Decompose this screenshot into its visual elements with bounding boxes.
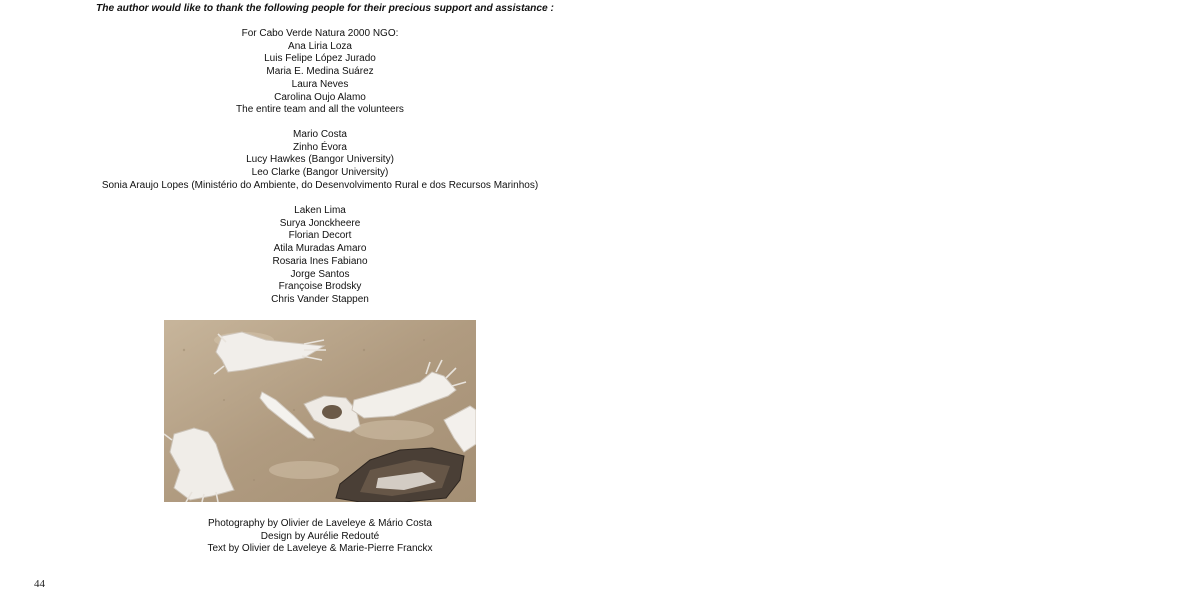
photo-illustration (164, 320, 476, 502)
name-line: Mario Costa (293, 129, 347, 140)
name-line: Ana Liria Loza (288, 40, 352, 52)
name-line: Jorge Santos (290, 268, 350, 280)
credit-design: Design by Aurélie Redouté (260, 530, 380, 542)
credit-text: Text by Olivier de Laveleye & Marie-Pierre Franckx (207, 543, 433, 555)
name-line: Atila Muradas Amaro (273, 243, 367, 255)
acknowledgement-group-others (80, 205, 560, 307)
name-line: Carolina Oujo Alamo (274, 91, 366, 103)
page-number: 44 (34, 578, 45, 590)
name-line: Maria E. Medina Suárez (266, 66, 374, 78)
name-line: Rosaria Ines Fabiano (272, 255, 368, 267)
name-line: Chris Vander Stappen (271, 293, 369, 305)
name-line: Laura Neves (291, 78, 349, 90)
name-line: Sonia Araujo Lopes (Ministério do Ambiente, do Desenvolvimento Rural e dos Recursos Marinhos) (101, 179, 539, 191)
name-line: Lucy Hawkes (Bangor University) (246, 154, 394, 166)
acknowledgement-group-researchers (80, 129, 560, 193)
name-line: Françoise Brodsky (278, 281, 362, 293)
turtle-bones-on-sand-photo (164, 320, 476, 502)
credit-photography: Photography by Olivier de Laveleye & Mário Costa (207, 518, 432, 529)
acknowledgement-heading: The author would like to thank the following people for their precious support and assistance : (96, 3, 554, 14)
name-line: The entire team and all the volunteers (236, 104, 404, 116)
name-line: Florian Decort (288, 230, 352, 242)
name-line: Leo Clarke (Bangor University) (251, 167, 389, 179)
name-line: Zinho Évora (293, 141, 347, 153)
name-line: For Cabo Verde Natura 2000 NGO: (241, 28, 399, 39)
credits-block (80, 518, 560, 556)
acknowledgement-group-ngo (80, 28, 560, 117)
name-line: Luis Felipe López Jurado (264, 53, 376, 65)
name-line: Surya Jonckheere (279, 217, 361, 229)
name-line: Laken Lima (294, 205, 346, 216)
